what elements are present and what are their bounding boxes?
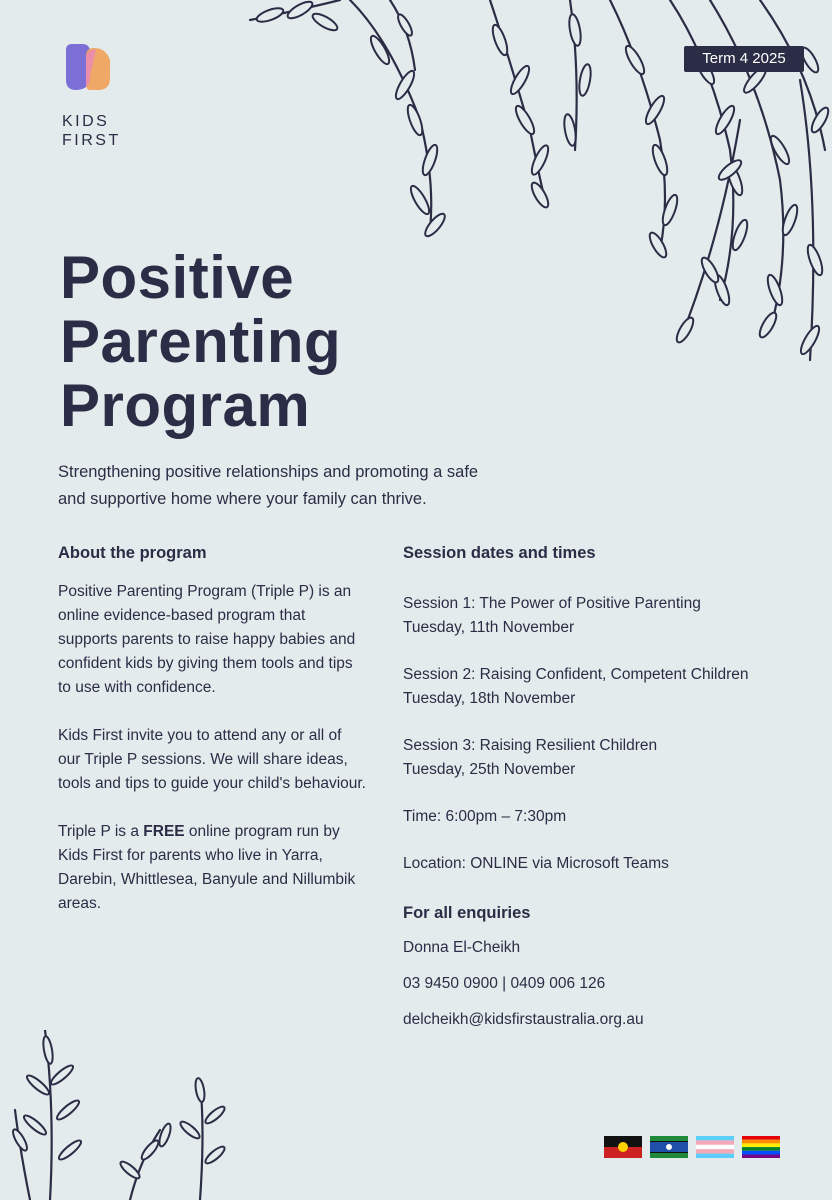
rainbow-pride-flag-icon	[742, 1136, 780, 1158]
logo-word-first: FIRST	[62, 132, 121, 149]
tagline	[58, 459, 578, 513]
logo-word-kids: KIDS	[62, 113, 110, 130]
contact-email[interactable]: delcheikh@kidsfirstaustralia.org.au	[403, 1011, 644, 1028]
kids-first-logo-mark-icon	[62, 42, 114, 94]
page-title	[60, 246, 440, 438]
about-paragraph-3	[58, 820, 368, 916]
about-heading: About the program	[58, 544, 207, 562]
about-p3-end: online program run by Kids First for parents who live in Yarra, Darebin, Whittlesea, Banyule and Nillumbik areas.	[58, 823, 356, 912]
session-item	[403, 663, 823, 710]
torres-strait-islander-flag-icon	[650, 1136, 688, 1158]
session-date: Tuesday, 25th November	[403, 760, 576, 778]
about-p3-start: Triple P is a	[58, 823, 144, 840]
session-title: Session 2: Raising Confident, Competent Children	[403, 666, 749, 683]
term-badge: Term 4 2025	[684, 46, 804, 72]
session-date: Tuesday, 11th November	[403, 618, 575, 636]
foliage-illustration-bottom	[10, 1030, 240, 1200]
tagline-line-1: Strengthening positive relationships and promoting a safe	[58, 463, 479, 481]
title-line-3: Program	[60, 372, 311, 439]
flags-row	[604, 1136, 784, 1162]
sessions-heading: Session dates and times	[403, 544, 596, 562]
contact-phone[interactable]: 03 9450 0900 | 0409 006 126	[403, 975, 606, 992]
session-title: Session 3: Raising Resilient Children	[403, 737, 658, 754]
enquiries-heading: For all enquiries	[403, 904, 531, 922]
tagline-line-2: and supportive home where your family can thrive.	[58, 490, 427, 508]
contact-name: Donna El-Cheikh	[403, 939, 521, 956]
session-item	[403, 734, 823, 781]
free-emphasis: FREE	[143, 823, 185, 840]
about-paragraph-1: Positive Parenting Program (Triple P) is an online evidence-based program that supports parents to raise happy babies and confident kids by giving them tools and tips to use with confidence.	[58, 583, 356, 696]
session-date: Tuesday, 18th November	[403, 689, 576, 707]
kids-first-logo	[62, 42, 142, 150]
session-time: Time: 6:00pm – 7:30pm	[403, 808, 567, 825]
aboriginal-flag-icon	[604, 1136, 642, 1158]
session-title: Session 1: The Power of Positive Parenting	[403, 595, 701, 612]
logo-wordmark	[62, 112, 142, 150]
transgender-flag-icon	[696, 1136, 734, 1158]
session-item	[403, 592, 823, 639]
about-paragraph-2: Kids First invite you to attend any or all of our Triple P sessions. We will share ideas, tools and tips to guide your child's behaviour.	[58, 727, 366, 792]
session-location: Location: ONLINE via Microsoft Teams	[403, 855, 669, 872]
title-line-2: Parenting	[60, 308, 342, 375]
about-section	[58, 542, 368, 916]
sessions-section	[403, 542, 823, 1031]
title-line-1: Positive	[60, 244, 295, 311]
